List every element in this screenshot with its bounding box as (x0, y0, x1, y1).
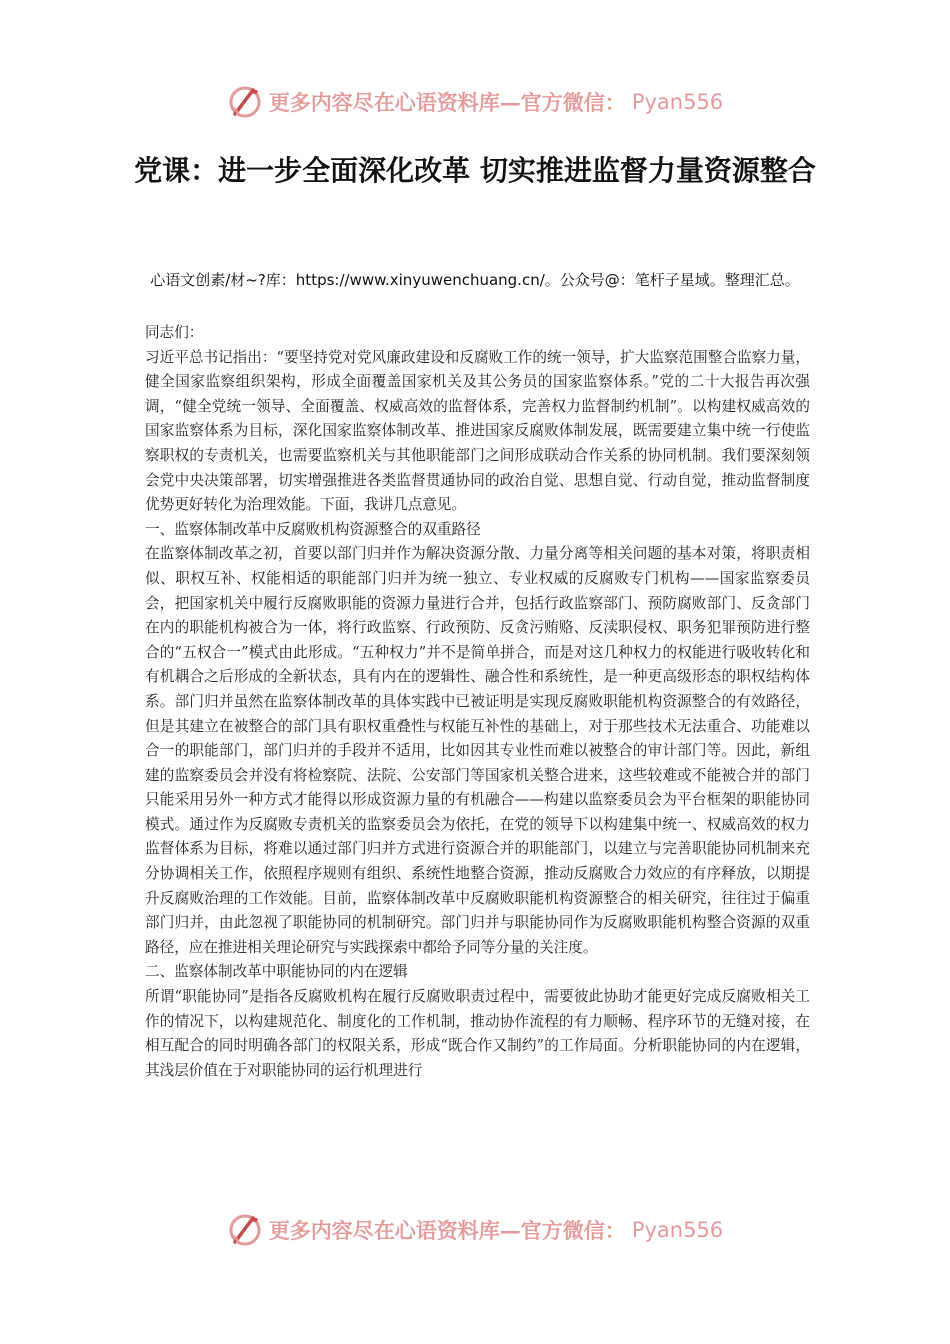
brush-logo-icon (227, 84, 263, 120)
body-paragraph: 所谓“职能协同”是指各反腐败机构在履行反腐败职责过程中，需要彼此协助才能更好完成反腐败相关工作的情况下，以构建规范化、制度化的工作机制，推动协作流程的有力顺畅、程序环节的无缝对接，在相互配合的同时明确各部门的权限关系，形成“既合作又制约”的工作局面。分析职能协同的内在逻辑，其浅层价值在于对职能协同的运行机理进行 (145, 988, 810, 1079)
watermark-wechat-id: Pyan556 (631, 1218, 724, 1242)
watermark-text: 更多内容尽在心语资料库—官方微信： (268, 90, 626, 115)
body-paragraph: 在监察体制改革之初，首要以部门归并作为解决资源分散、力量分离等相关问题的基本对策，将职责相似、职权互补、权能相适的职能部门归并为统一独立、专业权威的反腐败专门机构——国家监察委员会，把国家机关中履行反腐败职能的资源力量进行合并，包括行政监察部门、预防腐败部门、反贪部门在内的职能机构被合为一体，将行政监察、行政预防、反贪污贿赂、反渎职侵权、职务犯罪预防进行整合的“五权合一”模式由此形成。“五种权力”并不是简单拼合，而是对这几种权力的权能进行吸收转化和有机耦合之后形成的全新状态，具有内在的逻辑性、融合性和系统性，是一种更高级形态的职权结构体系。部门归并虽然在监察体制改革的具体实践中已被证明是实现反腐败职能机构资源整合的有效路径，但是其建立在被整合的部门具有职权重叠性与权能互补性的基础上，对于那些技术无法重合、功能难以合一的职能部门，部门归并的手段并不适用，比如因其专业性而难以被整合的审计部门等。因此，新组建的监察委员会并没有将检察院、法院、公安部门等国家机关整合进来，这些较难或不能被合并的部门只能采用另外一种方式才能得以形成资源力量的有机融合——构建以监察委员会为平台框架的职能协同模式。通过作为反腐败专责机关的监察委员会为依托，在党的领导下以构建集中统一、权威高效的权力监督体系为目标，将难以通过部门归并方式进行资源合并的职能部门，以建立与完善职能协同机制来充分协调相关工作，依照程序规则有组织、系统性地整合资源，推动反腐败合力效应的有序释放，以期提升反腐败治理的工作效能。目前，监察体制改革中反腐败职能机构资源整合的相关研究，往往过于偏重部门归并，由此忽视了职能协同的机制研究。部门归并与职能协同作为反腐败职能机构整合资源的双重路径，应在推进相关理论研究与实践探索中都给予同等分量的关注度。 (145, 545, 810, 956)
section-heading: 二、监察体制改革中职能协同的内在逻辑 (145, 963, 408, 981)
watermark-wechat-id: Pyan556 (631, 90, 724, 114)
document-body (145, 321, 810, 1083)
source-line: 心语文创素/材~?库：https://www.xinyuwenchuang.cn/。公众号@：笔杆子星域。整理汇总。 (150, 271, 800, 289)
section-heading: 一、监察体制改革中反腐败机构资源整合的双重路径 (145, 520, 481, 538)
salutation: 同志们： (145, 324, 204, 341)
brush-logo-icon (227, 1212, 263, 1248)
watermark-text: 更多内容尽在心语资料库—官方微信： (268, 1218, 626, 1243)
bottom-watermark-banner (0, 1210, 950, 1250)
body-paragraph: 习近平总书记指出：“要坚持党对党风廉政建设和反腐败工作的统一领导，扩大监察范围整合监察力量，健全国家监察组织架构，形成全面覆盖国家机关及其公务员的国家监察体系。”党的二十大报告再次强调，“健全党统一领导、全面覆盖、权威高效的监督体系，完善权力监督制约机制”。以构建权威高效的国家监察体系为目标，深化国家监察体制改革、推进国家反腐败体制发展，既需要建立集中统一行使监察职权的专责机关，也需要监察机关与其他职能部门之间形成联动合作关系的协同机制。我们要深刻领会党中央决策部署，切实增强推进各类监督贯通协同的政治自觉、思想自觉、行动自觉，推动监督制度优势更好转化为治理效能。下面，我讲几点意见。 (145, 348, 810, 514)
document-title: 党课：进一步全面深化改革 切实推进监督力量资源整合 (134, 154, 816, 187)
top-watermark-banner (0, 82, 950, 122)
